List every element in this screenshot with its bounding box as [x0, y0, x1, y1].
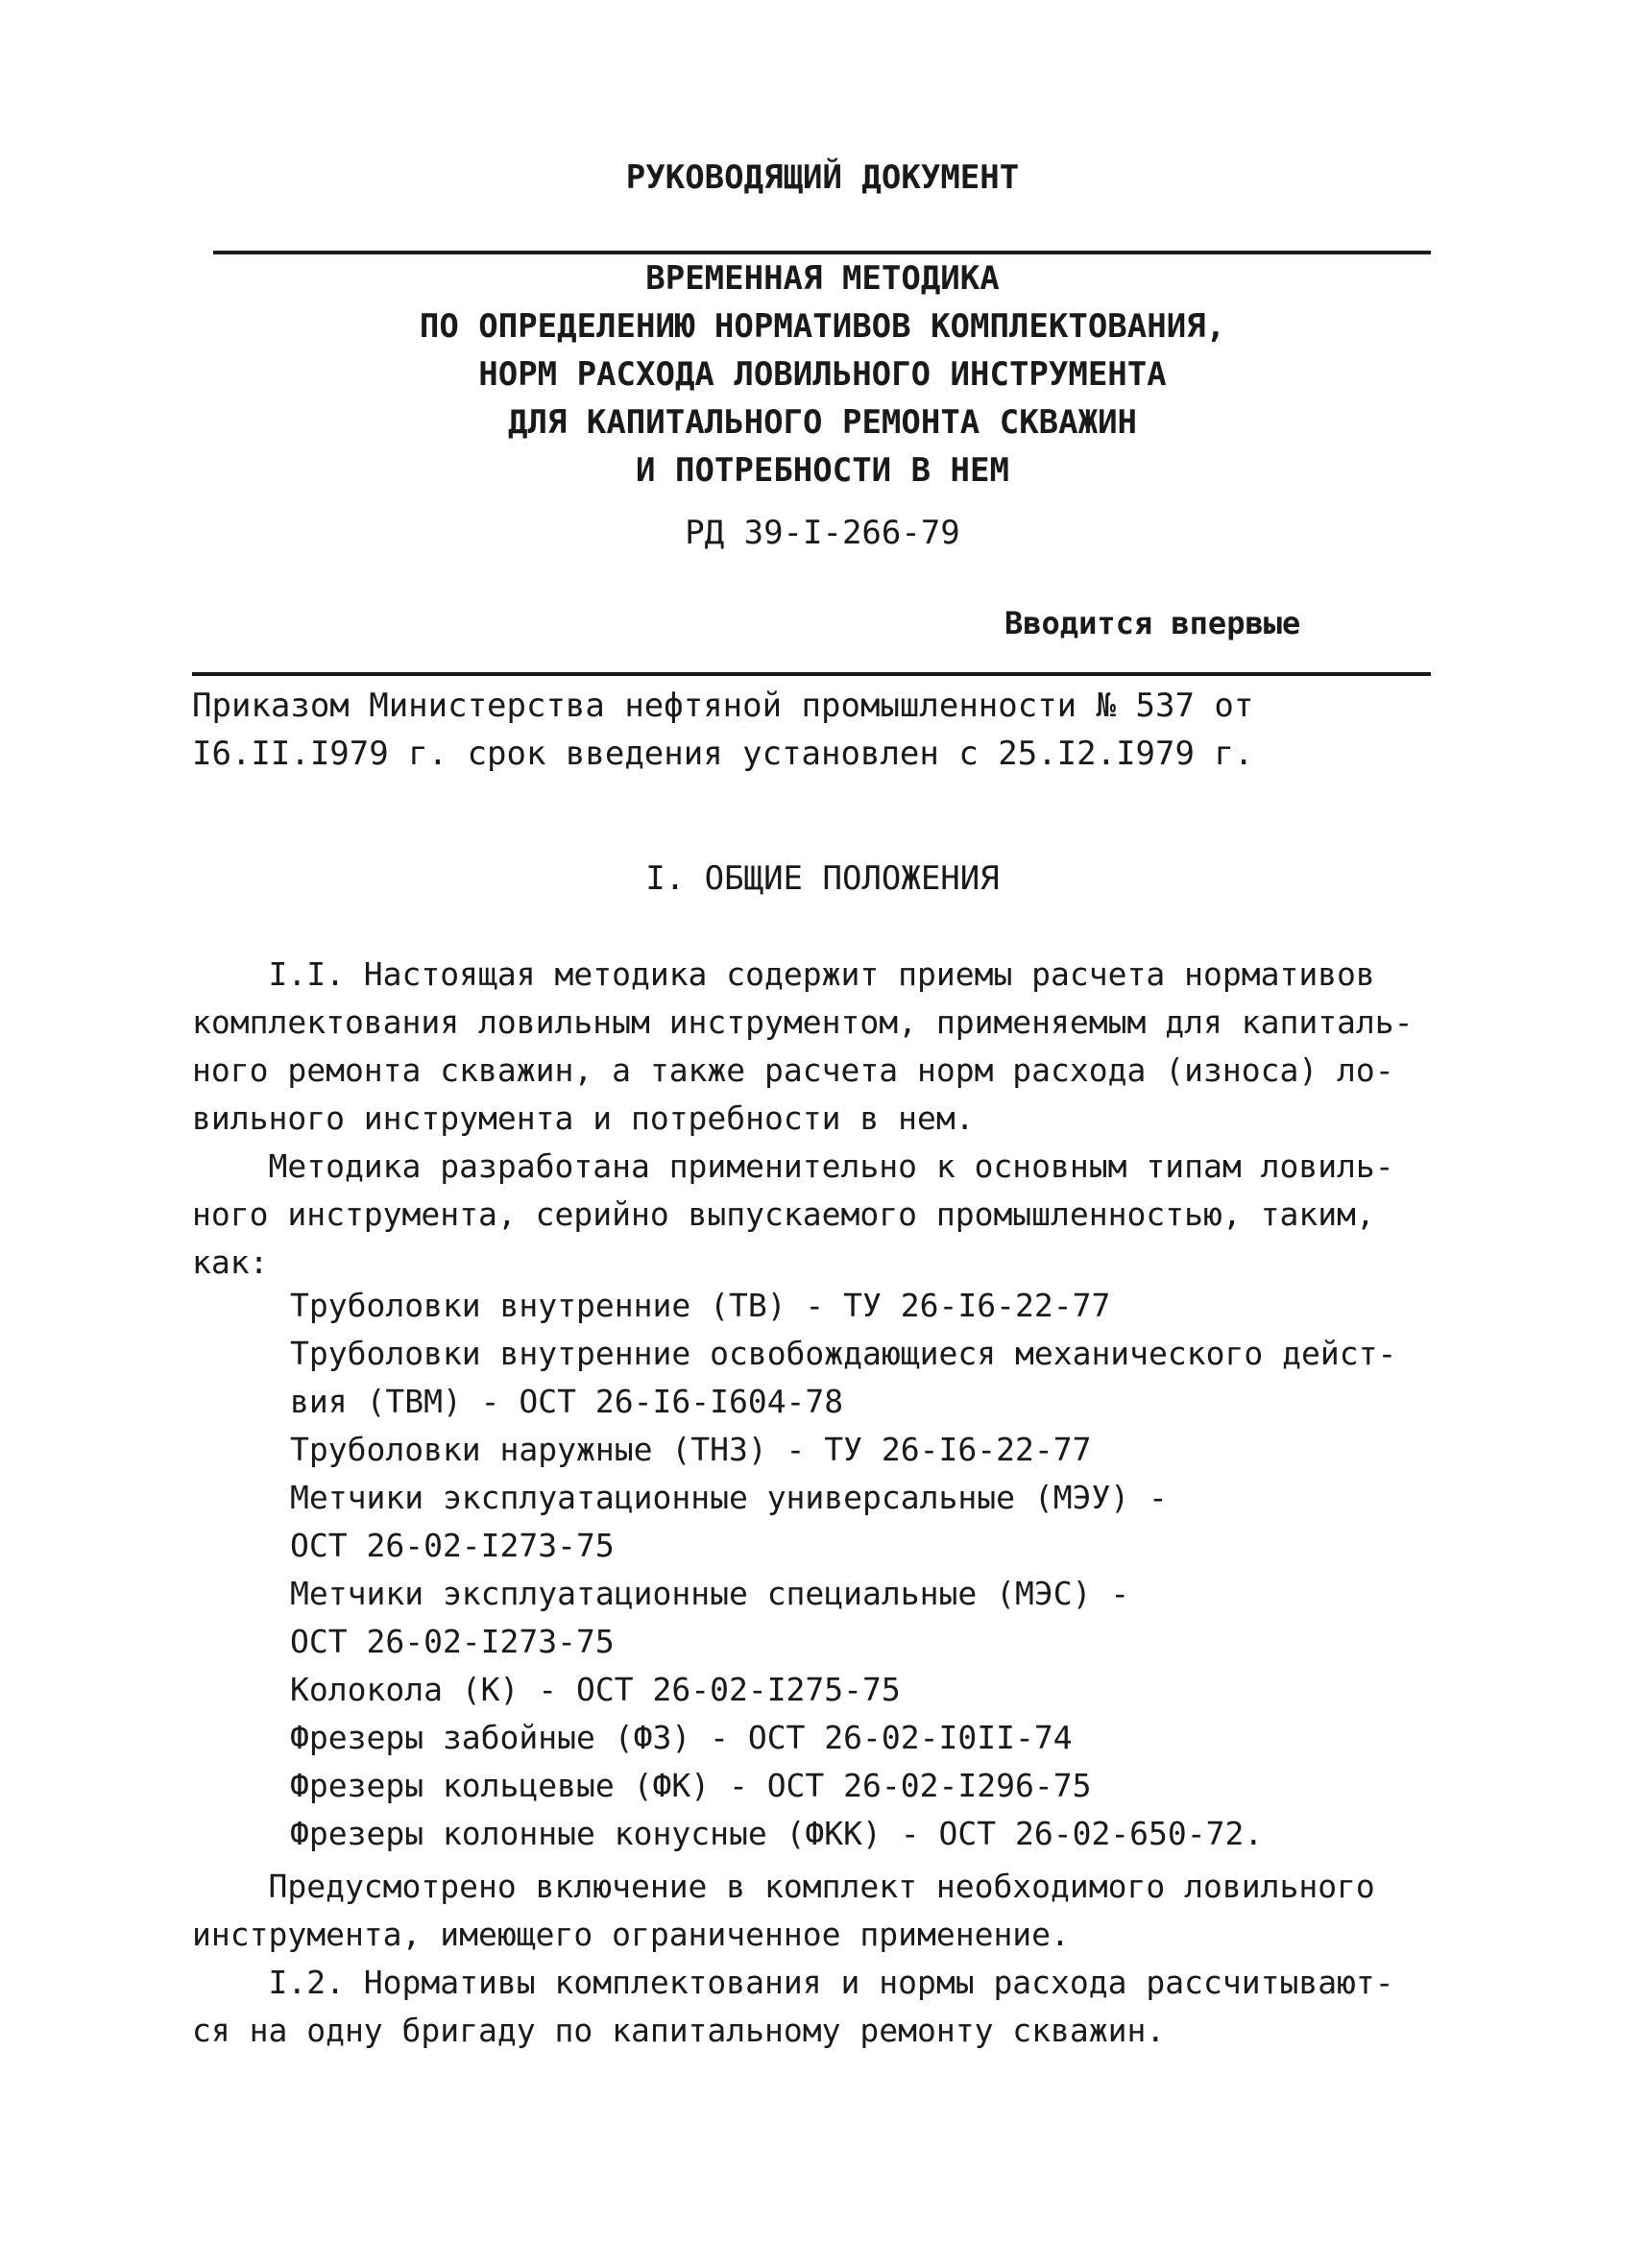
list-item: Труболовки внутренние (ТВ) - ТУ 26-I6-22-77	[290, 1287, 1111, 1324]
paragraph-line: Предусмотрено включение в комплект необходимого ловильного	[192, 1868, 1375, 1905]
title-line: ВРЕМЕННАЯ МЕТОДИКА	[645, 259, 1000, 298]
order-line-1: Приказом Министерства нефтяной промышленности № 537 от	[192, 687, 1254, 725]
list-item: ОСТ 26-02-I273-75	[290, 1527, 615, 1564]
title-line: НОРМ РАСХОДА ЛОВИЛЬНОГО ИНСТРУМЕНТА	[478, 355, 1167, 394]
list-item: Колокола (К) - ОСТ 26-02-I275-75	[290, 1671, 901, 1708]
order-line-2: I6.II.I979 г. срок введения установлен с 25.I2.I979 г.	[192, 735, 1254, 773]
list-item: ОСТ 26-02-I273-75	[290, 1623, 615, 1660]
document-title	[0, 254, 1645, 495]
paragraph-line: ся на одну бригаду по капитальному ремонту скважин.	[192, 2012, 1166, 2049]
list-item: Фрезеры забойные (ФЗ) - ОСТ 26-02-I0II-74	[290, 1719, 1073, 1756]
title-line: И ПОТРЕБНОСТИ В НЕМ	[636, 451, 1009, 490]
title-line: ПО ОПРЕДЕЛЕНИЮ НОРМАТИВОВ КОМПЛЕКТОВАНИЯ,	[419, 307, 1226, 346]
list-item: Метчики эксплуатационные универсальные (МЭУ) -	[290, 1479, 1168, 1516]
title-line: ДЛЯ КАПИТАЛЬНОГО РЕМОНТА СКВАЖИН	[507, 403, 1138, 442]
section-heading: I. ОБЩИЕ ПОЛОЖЕНИЯ	[645, 859, 1000, 898]
paragraph-line: Методика разработана применительно к основным типам ловиль-	[192, 1147, 1394, 1185]
list-item: Труболовки внутренние освобождающиеся механического дейст-	[290, 1335, 1397, 1372]
middle-divider	[192, 672, 1431, 676]
paragraph-line: как:	[192, 1243, 269, 1281]
paragraph-line: ного инструмента, серийно выпускаемого промышленностью, таким,	[192, 1195, 1375, 1233]
paragraph-line: инструмента, имеющего ограниченное применение.	[192, 1916, 1070, 1953]
paragraph-line: комплектования ловильным инструментом, применяемым для капиталь-	[192, 1003, 1414, 1041]
paragraph-line: ного ремонта скважин, а также расчета норм расхода (износа) ло-	[192, 1051, 1394, 1089]
list-item: Фрезеры колонные конусные (ФКК) - ОСТ 26-02-650-72.	[290, 1815, 1264, 1852]
intro-note: Вводится впервые	[1004, 605, 1301, 641]
paragraph-line: вильного инструмента и потребности в нем.	[192, 1099, 975, 1137]
list-item: Фрезеры кольцевые (ФК) - ОСТ 26-02-I296-75	[290, 1767, 1092, 1804]
list-item: Труболовки наружные (ТНЗ) - ТУ 26-I6-22-77	[290, 1431, 1092, 1468]
list-item: вия (ТВМ) - ОСТ 26-I6-I604-78	[290, 1383, 844, 1420]
paragraph-line: I.2. Нормативы комплектования и нормы расхода рассчитывают-	[192, 1964, 1394, 2001]
document-type-heading: РУКОВОДЯЩИЙ ДОКУМЕНТ	[625, 158, 1020, 197]
document-code: РД 39-I-266-79	[685, 514, 960, 552]
list-item: Метчики эксплуатационные специальные (МЭС) -	[290, 1575, 1130, 1612]
paragraph-line: I.I. Настоящая методика содержит приемы расчета нормативов	[192, 955, 1375, 993]
